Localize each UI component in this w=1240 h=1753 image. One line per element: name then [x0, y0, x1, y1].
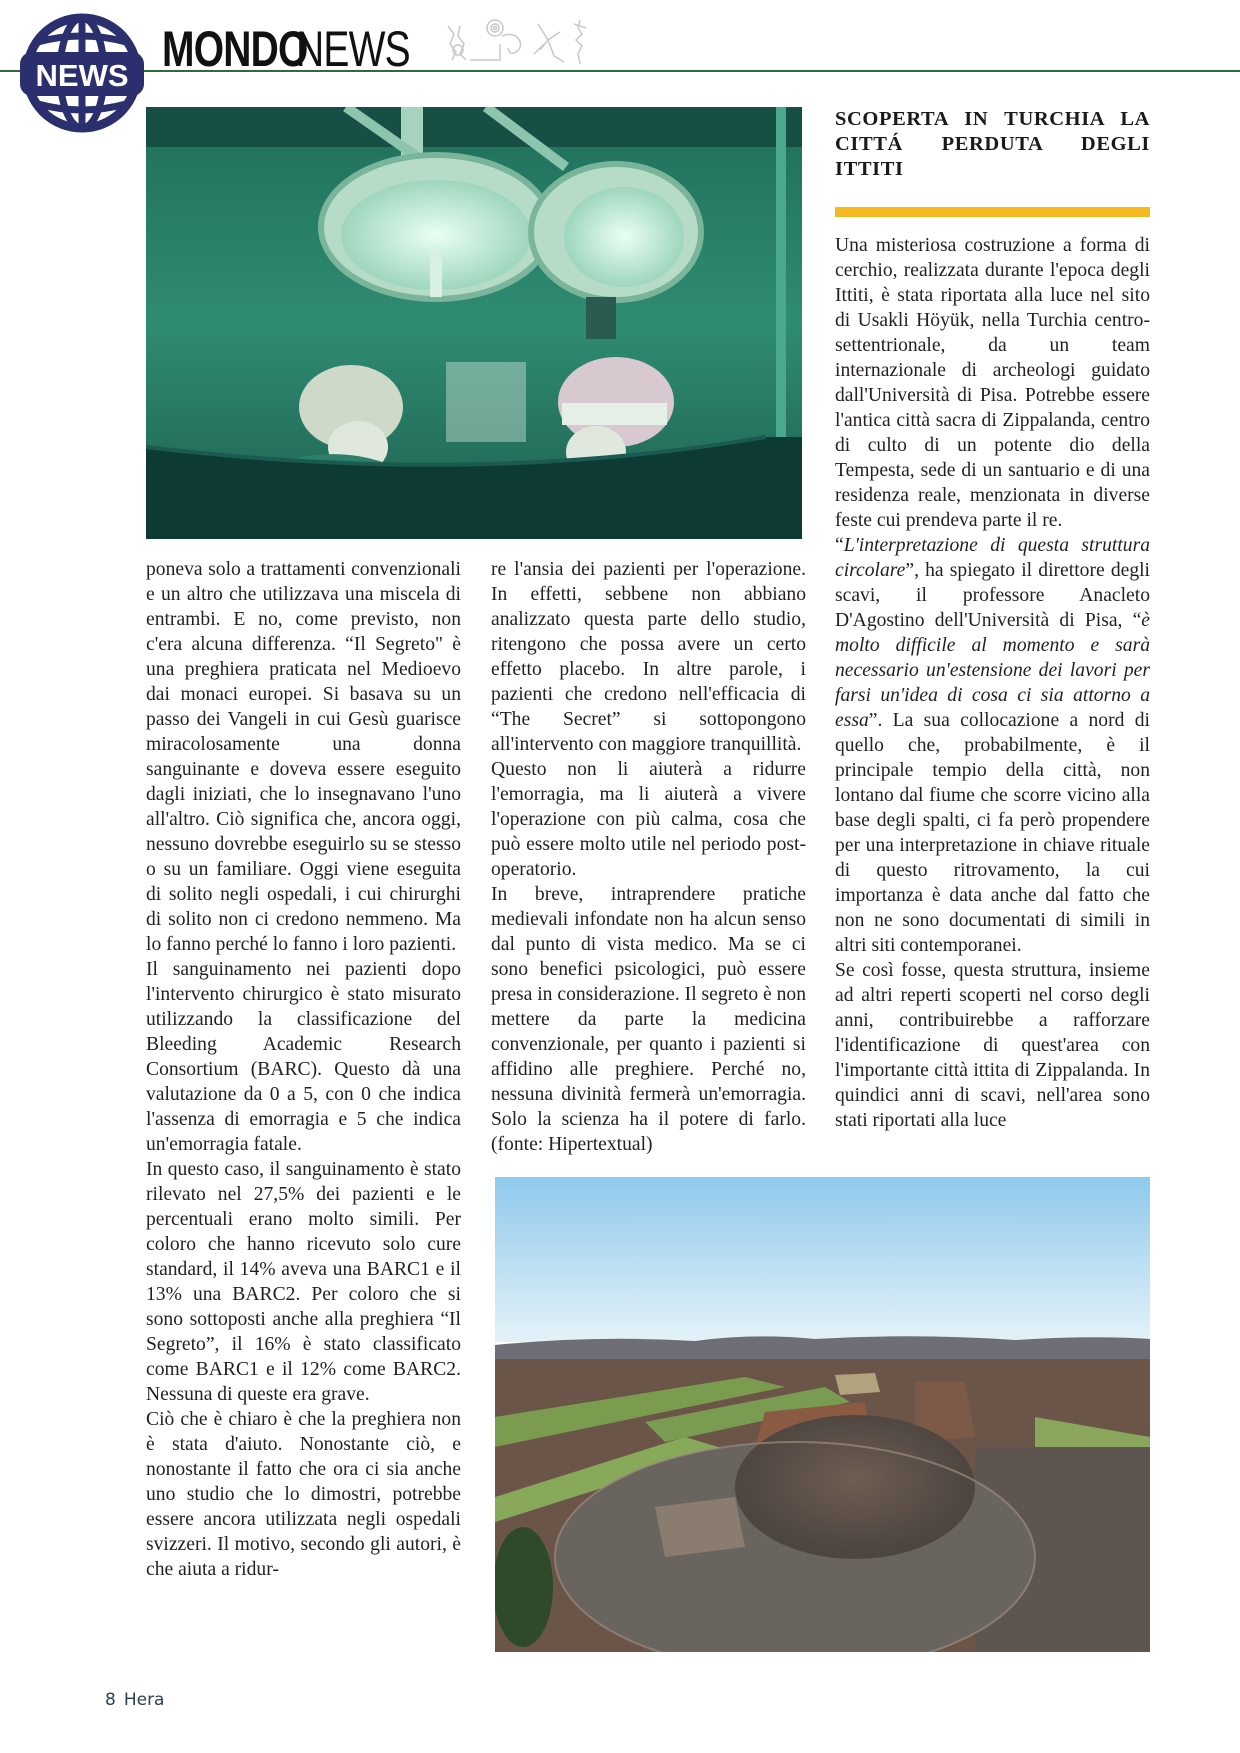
news-globe-logo-icon: [20, 12, 144, 134]
paragraph: Ciò che è chiaro è che la preghiera non è stata d'aiuto. Nonostante ciò, e nonostante il fatto che ora ci sia anche uno studio che lo dimostri, potrebbe essere ancora utilizzata negli ospedali svizzeri. Il motivo, secondo gli autori, è che aiuta a ridur-: [146, 1409, 461, 1580]
paragraph: poneva solo a trattamenti convenzionali e un altro che utilizzava una miscela di entrambi. E no, come previsto, non c'era alcuna differenza. “Il Segreto" è una preghiera praticata nel Medioevo dai monaci europei. Si basava su un passo dei Vangeli in cui Gesù guarisce miracolosamente una donna sanguinante e doveva essere eseguito dagli iniziati, che lo insegnavano l'uno all'altro. Ciò significa che, ancora oggi, nessuno dovrebbe eseguirlo su se stesso o su un familiare. Oggi viene eseguita di solito negli ospedali, i cui chirurghi di solito non ci credono nemmeno. Ma lo fanno perché lo fanno i loro pazienti.: [146, 559, 461, 955]
quote-text-1: L'interpretazione di questa struttura circolare: [835, 535, 1150, 581]
paragraph: Il sanguinamento nei pazienti dopo l'intervento chirurgico è stato misurato utilizzando la classificazione del Bleeding Academic Research Consortium (BARC). Questo dà una valutazione da 0 a 5, con 0 che indica l'assenza di emorragia e 5 che indica un'emorragia fatale.: [146, 959, 461, 1155]
quote-text-2: è molto difficile al momento e sarà necessario un'estensione dei lavori per farsi un'idea di cosa ci sia attorno a essa: [835, 610, 1150, 731]
headline-line-1: SCOPERTA IN TURCHIA LA: [835, 108, 1150, 130]
paragraph-with-quote: [835, 533, 1150, 958]
quote-rest: ”. La sua collocazione a nord di quello che, probabilmente, è il principale tempio della città, non lontano dal fiume che scorre vicino alla base degli spalti, ci fa però propendere per una interpretazione in chiave rituale di questo ritrovamento, la cui importanza è data anche dal fatto che non ne sono documentati di simili in altri siti contemporanei.: [835, 710, 1150, 956]
paragraph: Se così fosse, questa struttura, insieme ad altri reperti scoperti nel corso degli anni, contribuirebbe a rafforzare l'identificazione di quest'area con l'importante città ittita di Zippalanda. In quindici anni di scavi, nell'area sono stati riportati alla luce: [835, 960, 1150, 1131]
article-headline: [835, 107, 1150, 182]
masthead-bold: MONDO: [162, 21, 308, 77]
headline-line-3: ITTITI: [835, 158, 904, 180]
paragraph: Una misteriosa costruzione a forma di cerchio, realizzata durante l'epoca degli Ittiti, è stata riportata alla luce nel sito di Usakli Höyük, nella Turchia centro-settentrionale, da un team internazionale di archeologi guidato dall'Università di Pisa. Potrebbe essere l'antica città sacra di Zippalanda, centro di culto di un potente dio della Tempesta, sede di un santuario e di una residenza reale, menzionata in diverse feste cui prendeva parte il re.: [835, 235, 1150, 531]
quote-middle: ”, ha spiegato il direttore degli scavi, il professore Anacleto D'Agostino dell'Università di Pisa, “: [835, 560, 1150, 631]
surgery-photo: [146, 107, 802, 539]
logo-badge-text: NEWS: [35, 58, 129, 93]
masthead: [162, 14, 442, 77]
article-column-1: [146, 557, 461, 1582]
paragraph: In questo caso, il sanguinamento è stato rilevato nel 27,5% dei pazienti e le percentuali erano molto simili. Per coloro che hanno ricevuto solo cure standard, il 14% aveva una BARC1 e il 13% una BARC2. Per coloro che si sono sottoposti anche alla preghiera “Il Segreto”, il 16% è stato classificato come BARC1 e il 12% come BARC2. Nessuna di queste era grave.: [146, 1159, 461, 1405]
paragraph: Questo non li aiuterà a ridurre l'emorragia, ma li aiuterà a vivere l'operazione con più calma, cosa che può essere molto utile nel periodo post-operatorio.: [491, 759, 806, 880]
article-column-3: [835, 233, 1150, 1133]
paragraph: re l'ansia dei pazienti per l'operazione. In effetti, sebbene non abbiano analizzato questa parte dello studio, ritengono che possa avere un certo effetto placebo. In altre parole, i pazienti che credono nell'efficacia di “The Secret” si sottopongono all'intervento con maggiore tranquillità.: [491, 559, 806, 755]
quote-open: “: [835, 535, 844, 556]
headline-line-2: CITTÁ PERDUTA DEGLI: [835, 133, 1150, 155]
page-number: 8: [105, 1690, 116, 1710]
nazca-lines-decoration-icon: [440, 14, 600, 66]
headline-accent-bar: [835, 207, 1150, 217]
page-footer: [105, 1690, 164, 1710]
paragraph: In breve, intraprendere pratiche medievali infondate non ha alcun senso dal punto di vista medico. Ma se ci sono benefici psicologici, può essere presa in considerazione. Il segreto è non mettere da parte la medicina convenzionale, per quanto i pazienti si affidino alle preghiere. Perché no, nessuna divinità fermerà un'emorragia. Solo la scienza ha il potere di farlo. (fonte: Hipertextual): [491, 884, 807, 1155]
magazine-name: Hera: [123, 1690, 165, 1710]
aerial-site-photo: [495, 1177, 1150, 1652]
article-column-2: [491, 557, 806, 1157]
masthead-light: NEWS: [295, 21, 410, 77]
